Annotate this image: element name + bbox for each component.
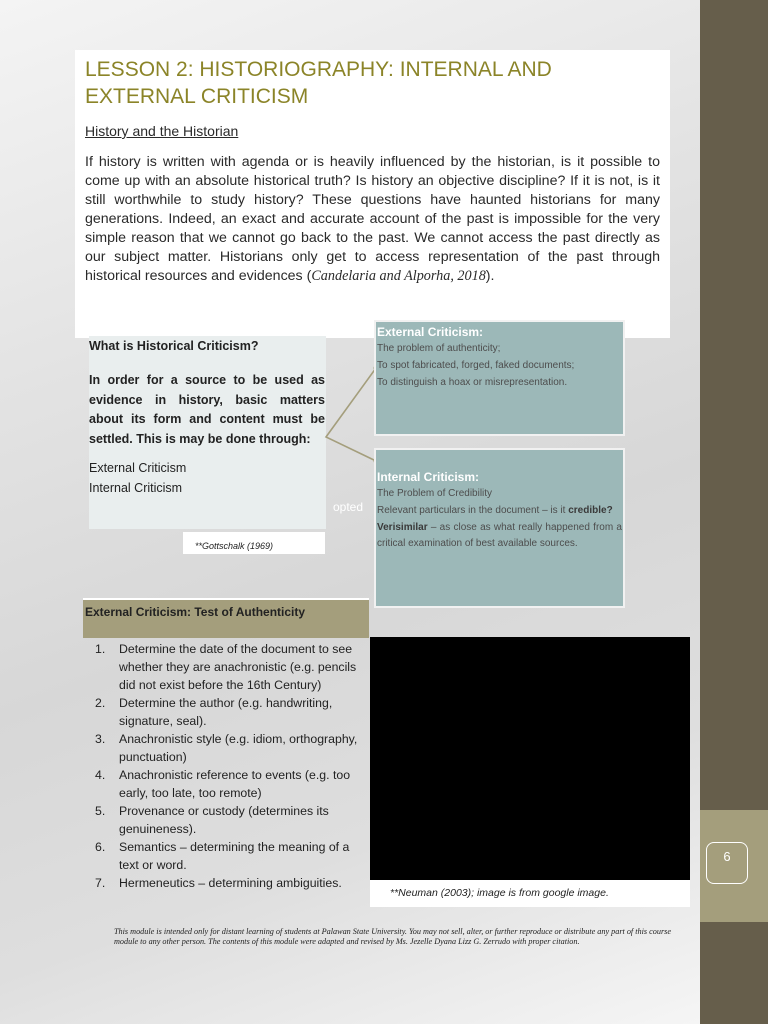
list-item [95, 874, 370, 892]
disclaimer: This module is intended only for distant learning of students at Palawan State University. You may not sell, alter, or further reproduce or distribute any part of this course module to any other person. The contents of this module were adapted and revised by Ms. Jezelle Dyana Lizz G. Zerrudo with proper citation. [114, 927, 671, 946]
embedded-image [370, 637, 690, 880]
list-number: 2. [95, 696, 106, 710]
internal-subtitle: The Problem of Credibility [377, 488, 493, 499]
relevant-text: Relevant particulars in the document – is it [377, 505, 566, 516]
external-line: To spot fabricated, forged, faked documents; [377, 360, 575, 371]
list-number: 7. [95, 876, 106, 890]
external-box-title: External Criticism: [377, 325, 484, 339]
list-item [95, 766, 370, 802]
list-number: 4. [95, 768, 106, 782]
list-item [95, 694, 370, 730]
list-text: Determine the date of the document to see whether they are anachronistic (e.g. pencils did not exist before the 16th Century) [119, 642, 357, 692]
section-heading: History and the Historian [85, 123, 239, 139]
list-text: Provenance or custody (determines its genuineness). [119, 804, 329, 836]
intro-end: ). [485, 268, 495, 284]
external-line: To distinguish a hoax or misrepresentation. [377, 377, 568, 388]
list-number: 3. [95, 732, 106, 746]
list-text: Hermeneutics – determining ambiguities. [119, 876, 342, 890]
gottschalk-attribution: **Gottschalk (1969) [195, 541, 274, 551]
list-text: Anachronistic reference to events (e.g. too early, too late, too remote) [119, 768, 351, 800]
list-number: 5. [95, 804, 106, 818]
list-text: Semantics – determining the meaning of a text or word. [119, 840, 350, 872]
list-text: Anachronistic style (e.g. idiom, orthography, punctuation) [119, 732, 358, 764]
list-item [95, 802, 370, 838]
list-item [95, 730, 370, 766]
external-criticism-item: External Criticism [89, 461, 187, 475]
authenticity-list [95, 640, 370, 892]
list-number: 1. [95, 642, 106, 656]
authenticity-header: External Criticism: Test of Authenticity [85, 605, 306, 619]
internal-criticism-item: Internal Criticism [89, 481, 183, 495]
internal-box-paragraph [377, 503, 622, 553]
list-text: Determine the author (e.g. handwriting, signature, seal). [119, 696, 333, 728]
connector-path [326, 368, 376, 461]
verisimilar-word: Verisimilar [377, 521, 428, 533]
lesson-title: LESSON 2: HISTORIOGRAPHY: INTERNAL AND EXTERNAL CRITICISM [85, 58, 552, 108]
list-item [95, 838, 370, 874]
historical-criticism-body: In order for a source to be used as evidence in history, basic matters about its form and content must be settled. This is may be done through: [89, 373, 325, 446]
intro-text: If history is written with agenda or is heavily influenced by the historian, is it possible to come up with an absolute historical truth? Is history an objective discipline? If it is not, is it still worthwhile to study history? These questions have haunted historians for many generations. Indeed, an exact and accurate account of the past is impossible for the very simple reason that we cannot go back to the past. We cannot access the past directly as our subject matter. Historians only get to access representation of the past through historical resources and evidences ( [85, 154, 660, 284]
internal-box-title: Internal Criticism: [377, 470, 480, 484]
opted-text: opted [333, 500, 364, 514]
verisimilar-text: – as close as what really happened from a critical examination of best available sources. [377, 521, 622, 549]
page-number: 6 [706, 842, 748, 884]
intro-citation: Candelaria and Alporha, 2018 [311, 268, 486, 284]
historical-criticism-title: What is Historical Criticism? [89, 339, 259, 353]
image-caption: **Neuman (2003); image is from google image. [390, 887, 609, 899]
list-item [95, 640, 370, 694]
list-number: 6. [95, 840, 106, 854]
external-line: The problem of authenticity; [377, 343, 501, 354]
credible-word: credible? [568, 505, 613, 516]
